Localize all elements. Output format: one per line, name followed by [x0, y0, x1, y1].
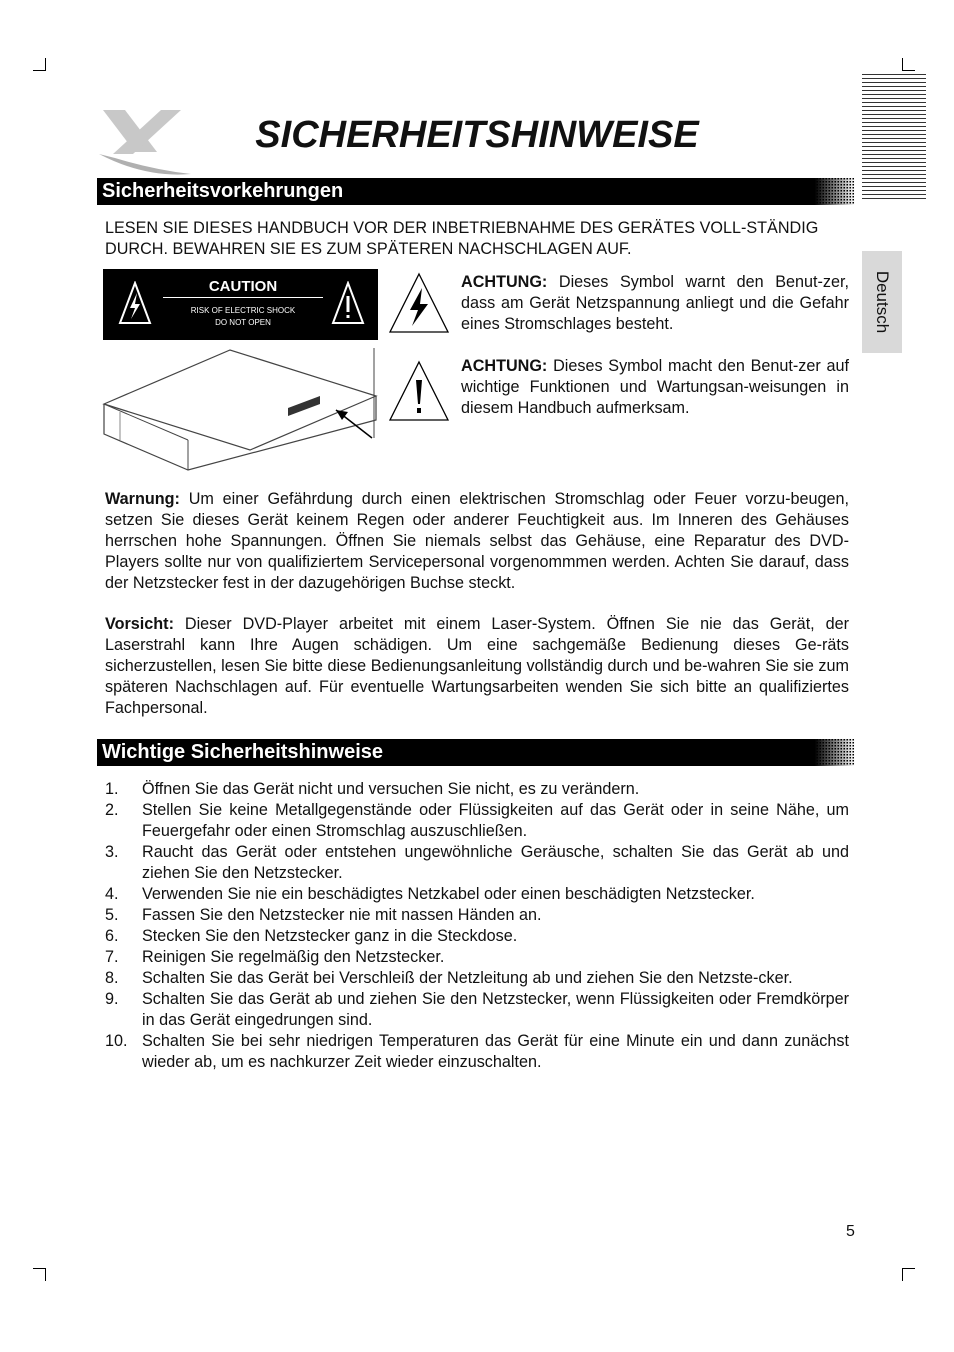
list-item	[105, 800, 849, 842]
list-item	[105, 884, 849, 905]
list-item	[105, 926, 849, 947]
list-item	[105, 905, 849, 926]
list-item-text: Schalten Sie das Gerät ab und ziehen Sie den Netzstecker, wenn Flüssigkeiten oder Fremdkörper in das Gerät eingedrungen sind.	[142, 990, 849, 1029]
list-item-text: Öffnen Sie das Gerät nicht und versuchen Sie nicht, es zu verändern.	[142, 780, 640, 798]
list-item-number: 10.	[105, 1032, 128, 1050]
crop-mark-top-left	[33, 58, 46, 71]
list-item-number: 9.	[105, 990, 119, 1008]
crop-mark-bottom-left	[33, 1268, 46, 1281]
list-item-number: 5.	[105, 906, 119, 924]
heading-dot-pattern	[815, 739, 855, 766]
list-item-number: 3.	[105, 843, 119, 861]
intro-paragraph: LESEN SIE DIESES HANDBUCH VOR DER INBETRIEBNAHME DES GERÄTES VOLL-STÄNDIG DURCH. BEWAHREN SIE ES ZUM SPÄTEREN NACHSCHLAGEN AUF.	[105, 219, 819, 258]
caution-divider	[163, 297, 323, 298]
section-heading-precautions	[97, 178, 855, 205]
section-heading-text: Sicherheitsvorkehrungen	[102, 180, 344, 202]
warning-paragraph	[105, 489, 849, 594]
warning-label: Warnung:	[105, 490, 180, 508]
list-item-number: 6.	[105, 927, 119, 945]
list-item-text: Raucht das Gerät oder entstehen ungewöhnliche Geräusche, schalten Sie das Gerät ab und ziehen Sie den Netzstecker.	[142, 843, 849, 882]
caution-text-label: Vorsicht:	[105, 615, 174, 633]
safety-instructions-list	[105, 779, 849, 1073]
list-item	[105, 1031, 849, 1073]
caution-line-1: RISK OF ELECTRIC SHOCK	[190, 306, 296, 315]
language-tab	[862, 251, 902, 353]
note-label: ACHTUNG:	[461, 273, 548, 291]
list-item	[105, 947, 849, 968]
shock-symbol-note	[461, 272, 849, 335]
crop-mark-bottom-right	[902, 1268, 915, 1281]
list-item-text: Stecken Sie den Netzstecker ganz in die Steckdose.	[142, 927, 518, 945]
list-item-number: 1.	[105, 780, 119, 798]
caution-line-2: DO NOT OPEN	[215, 318, 271, 327]
attention-symbol-note	[461, 356, 849, 419]
list-item	[105, 842, 849, 884]
caution-paragraph	[105, 614, 849, 719]
list-item-number: 7.	[105, 948, 119, 966]
caution-heading: CAUTION	[208, 278, 278, 295]
list-item-text: Reinigen Sie regelmäßig den Netzstecker.	[142, 948, 445, 966]
heading-dot-pattern	[815, 178, 855, 205]
note-label: ACHTUNG:	[461, 357, 548, 375]
note-text: Dieses Symbol macht den Benut-zer auf wichtige Funktionen und Wartungsan-weisungen in diesem Handbuch aufmerksam.	[461, 357, 849, 417]
caution-label	[103, 269, 378, 340]
note-text: Dieses Symbol warnt den Benut-zer, dass am Gerät Netzspannung anliegt und die Gefahr eines Stromschlages besteht.	[461, 273, 849, 333]
list-item	[105, 989, 849, 1031]
attention-symbol-icon	[388, 360, 450, 422]
list-item-number: 2.	[105, 801, 119, 819]
list-item-text: Fassen Sie den Netzstecker nie mit nassen Händen an.	[142, 906, 542, 924]
list-item-text: Stellen Sie keine Metallgegenstände oder Flüssigkeiten auf das Gerät oder in seine Nähe, um Feuergefahr oder einen Stromschlag auszuschließen.	[142, 801, 849, 840]
list-item-number: 8.	[105, 969, 119, 987]
dvd-player-drawing	[100, 344, 380, 474]
list-item	[105, 968, 849, 989]
list-item-number: 4.	[105, 885, 119, 903]
lightning-triangle-icon	[118, 281, 152, 325]
list-item-text: Schalten Sie das Gerät bei Verschleiß der Netzleitung ab und ziehen Sie den Netzste-cker.	[142, 969, 793, 987]
section-heading-important	[97, 739, 855, 766]
crop-mark-top-right	[902, 58, 915, 71]
exclamation-triangle-icon	[331, 281, 365, 325]
warning-text: Um einer Gefährdung durch einen elektrischen Stromschlag oder Feuer vorzu-beugen, setzen Sie dieses Gerät keinem Regen oder anderer Feuchtigkeit aus. Im Inneren des Gehäuses herrschen hohe Spannungen. Öffnen Sie niemals selbst das Gehäuse, eine Reparatur des DVD-Players sollte nur von qualifiziertem Servicepersonal vorgenommmen werden. Achten Sie darauf, dass der Netzstecker fest in der dazugehörigen Buchse steckt.	[105, 490, 849, 592]
page-number: 5	[846, 1223, 855, 1240]
list-item-text: Schalten Sie bei sehr niedrigen Temperaturen das Gerät für eine Minute ein und dann zunächst wieder ab, um es nachkurzer Zeit wieder einzuschalten.	[142, 1032, 849, 1071]
page-title: SICHERHEITSHINWEISE	[255, 114, 699, 156]
caution-text: Dieser DVD-Player arbeitet mit einem Laser-System. Öffnen Sie nie das Gerät, der Laserstrahl kann Ihre Augen schädigen. Um eine sachgemäße Bedienung dieses Ge-räts sicherzustellen, lesen Sie bitte diese Bedienungsanleitung vollständig durch und be-wahren Sie sie zum späteren Nachschlagen auf. Für eventuelle Wartungsarbeiten wenden Sie sich bitte an qualifiziertes Fachpersonal.	[105, 615, 849, 717]
section-heading-text: Wichtige Sicherheitshinweise	[102, 741, 384, 763]
list-item	[105, 779, 849, 800]
electric-shock-symbol-icon	[388, 272, 450, 334]
language-tab-label: Deutsch	[873, 270, 892, 334]
list-item-text: Verwenden Sie nie ein beschädigtes Netzkabel oder einen beschädigten Netzstecker.	[142, 885, 755, 903]
